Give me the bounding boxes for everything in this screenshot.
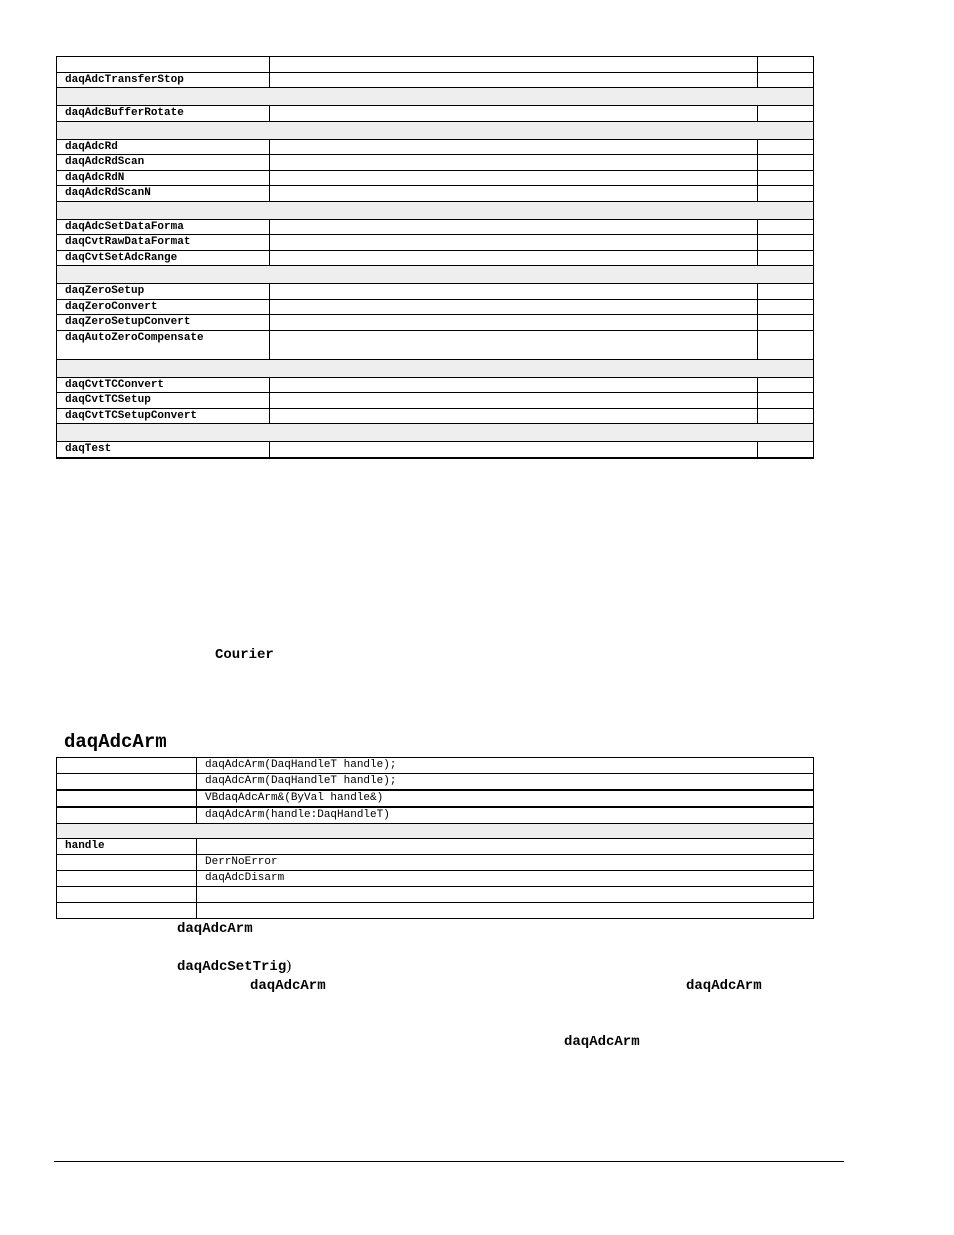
page-reference-cell — [758, 219, 814, 235]
function-description-cell — [270, 106, 758, 122]
function-description-cell — [270, 284, 758, 300]
function-description-cell — [270, 408, 758, 424]
prototype-code: VBdaqAdcArm&(ByVal handle&) — [197, 790, 814, 807]
prototype-row — [57, 790, 814, 807]
prototype-label — [57, 758, 197, 774]
category-header-cell — [57, 201, 814, 219]
page-reference-cell — [758, 106, 814, 122]
category-header-cell — [57, 88, 814, 106]
category-header-row — [57, 201, 814, 219]
function-name-cell: daqAdcSetDataForma — [57, 219, 270, 235]
function-name-cell: daqAdcBufferRotate — [57, 106, 270, 122]
function-ref-daqadcarm: daqAdcArm — [564, 1034, 640, 1050]
function-description-cell — [270, 250, 758, 266]
page-reference-cell — [758, 393, 814, 409]
function-description-cell — [270, 219, 758, 235]
function-name-cell: daqZeroConvert — [57, 299, 270, 315]
category-header-cell — [57, 359, 814, 377]
prototype-label — [57, 774, 197, 791]
function-row — [57, 377, 814, 393]
extra-label — [57, 887, 197, 903]
page-reference-cell — [758, 377, 814, 393]
prototype-code: daqAdcArm(DaqHandleT handle); — [197, 758, 814, 774]
extra-value — [197, 887, 814, 903]
page-reference-cell — [758, 139, 814, 155]
return-value: DerrNoError — [197, 855, 814, 871]
return-row — [57, 855, 814, 871]
function-description-cell — [270, 442, 758, 458]
function-summary-table — [56, 56, 814, 459]
parameter-row — [57, 839, 814, 855]
function-row — [57, 250, 814, 266]
category-header-cell — [57, 121, 814, 139]
category-header-row — [57, 424, 814, 442]
function-name-cell — [57, 57, 270, 73]
function-name-cell: daqCvtTCSetup — [57, 393, 270, 409]
page-reference-cell — [758, 72, 814, 88]
courier-font-label: Courier — [215, 647, 274, 663]
prototype-row — [57, 807, 814, 824]
page-reference-cell — [758, 155, 814, 171]
page-reference-cell — [758, 330, 814, 359]
function-table-body — [57, 57, 814, 458]
function-name-cell: daqZeroSetup — [57, 284, 270, 300]
function-row — [57, 284, 814, 300]
function-row — [57, 186, 814, 202]
extra-row — [57, 887, 814, 903]
function-description-cell — [270, 393, 758, 409]
function-description-cell — [270, 72, 758, 88]
function-name-cell: daqTest — [57, 442, 270, 458]
page-reference-cell — [758, 57, 814, 73]
function-ref-daqadcarm: daqAdcArm — [250, 978, 326, 994]
function-ref-daqadcarm: daqAdcArm — [177, 921, 253, 937]
function-row — [57, 170, 814, 186]
category-header-row — [57, 88, 814, 106]
page-reference-cell — [758, 250, 814, 266]
function-row — [57, 330, 814, 359]
function-row — [57, 299, 814, 315]
prototype-row — [57, 774, 814, 791]
category-header-row — [57, 121, 814, 139]
page-reference-cell — [758, 235, 814, 251]
function-name-cell: daqAdcRdScan — [57, 155, 270, 171]
prototype-row — [57, 758, 814, 774]
page-reference-cell — [758, 442, 814, 458]
function-name-cell: daqZeroSetupConvert — [57, 315, 270, 331]
function-ref-daqadcsettrig: daqAdcSetTrig — [177, 959, 287, 975]
function-row — [57, 106, 814, 122]
return-label — [57, 871, 197, 887]
function-description-cell — [270, 155, 758, 171]
category-header-row — [57, 266, 814, 284]
function-description-cell — [270, 186, 758, 202]
page-reference-cell — [758, 408, 814, 424]
return-label — [57, 855, 197, 871]
footer-rule — [54, 1161, 844, 1162]
function-description-cell — [270, 315, 758, 331]
function-name-cell: daqAdcRdN — [57, 170, 270, 186]
function-name-cell: daqCvtSetAdcRange — [57, 250, 270, 266]
category-header-cell — [57, 424, 814, 442]
function-row — [57, 393, 814, 409]
prototype-label — [57, 807, 197, 824]
function-row — [57, 139, 814, 155]
category-header-cell — [57, 266, 814, 284]
function-row — [57, 155, 814, 171]
function-row — [57, 235, 814, 251]
function-description-cell — [270, 330, 758, 359]
prototype-code: daqAdcArm(DaqHandleT handle); — [197, 774, 814, 791]
category-header-row — [57, 359, 814, 377]
prototype-label — [57, 790, 197, 807]
function-description-cell — [270, 235, 758, 251]
return-row — [57, 871, 814, 887]
extra-label — [57, 903, 197, 919]
function-name-cell: daqCvtTCConvert — [57, 377, 270, 393]
return-value: daqAdcDisarm — [197, 871, 814, 887]
function-reference-table — [56, 757, 814, 919]
page-reference-cell — [758, 284, 814, 300]
prototype-code: daqAdcArm(handle:DaqHandleT) — [197, 807, 814, 824]
function-ref-daqadcarm: daqAdcArm — [686, 978, 762, 994]
page-reference-cell — [758, 299, 814, 315]
parameter-name: handle — [57, 839, 197, 855]
page-reference-cell — [758, 170, 814, 186]
function-description-cell — [270, 377, 758, 393]
page-reference-cell — [758, 315, 814, 331]
page-reference-cell — [758, 186, 814, 202]
function-name-cell: daqCvtRawDataFormat — [57, 235, 270, 251]
closing-parenthesis: ) — [286, 958, 292, 974]
section-title: daqAdcArm — [64, 731, 167, 753]
function-row — [57, 408, 814, 424]
function-name-cell: daqAdcRdScanN — [57, 186, 270, 202]
function-description-cell — [270, 139, 758, 155]
function-name-cell: daqAdcTransferStop — [57, 72, 270, 88]
function-row — [57, 72, 814, 88]
function-name-cell: daqAdcRd — [57, 139, 270, 155]
extra-row — [57, 903, 814, 919]
function-description-cell — [270, 57, 758, 73]
function-description-cell — [270, 299, 758, 315]
group-separator-row — [57, 824, 814, 839]
table-header-row — [57, 57, 814, 73]
function-row — [57, 315, 814, 331]
group-separator-cell — [57, 824, 814, 839]
function-row — [57, 219, 814, 235]
parameter-description — [197, 839, 814, 855]
function-description-cell — [270, 170, 758, 186]
function-ref-daqadcsettrig-line — [177, 958, 291, 975]
function-name-cell: daqAutoZeroCompensate — [57, 330, 270, 359]
function-name-cell: daqCvtTCSetupConvert — [57, 408, 270, 424]
function-row — [57, 442, 814, 458]
extra-value — [197, 903, 814, 919]
